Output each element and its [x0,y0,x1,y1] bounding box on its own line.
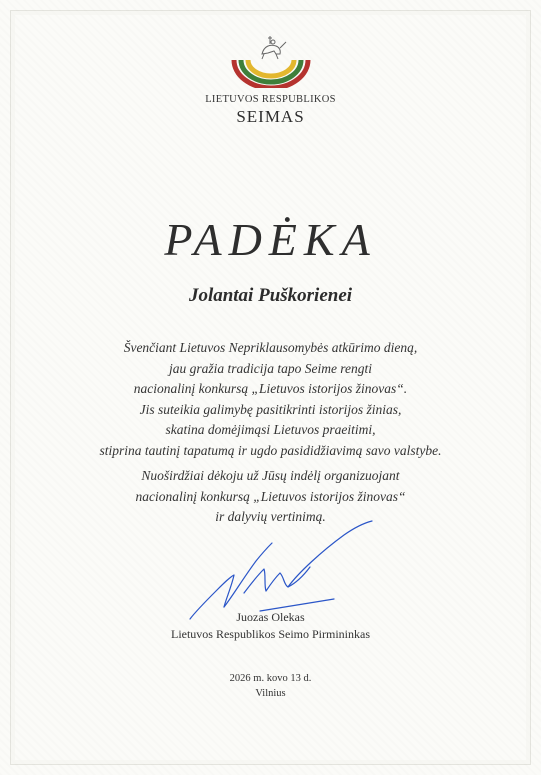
certificate-title: PADĖKA [164,214,377,265]
signer-name: Juozas Olekas [236,610,305,624]
paragraph-line: Nuoširdžiai dėkoju už Jūsų indėlį organizuojant [141,468,400,483]
issue-place: Vilnius [255,688,286,699]
organization-line-2: SEIMAS [236,107,305,126]
signer-title: Lietuvos Respublikos Seimo Pirmininkas [170,627,370,641]
paragraph-line: nacionalinį konkursą „Lietuvos istorijos žinovas“ [135,488,406,504]
issue-date: 2026 m. kovo 13 d. [229,673,312,684]
seimas-emblem-icon [226,32,316,88]
paragraph-line: skatina domėjimąsi Lietuvos praeitimi, [165,422,376,438]
organization-line-1: LIETUVOS RESPUBLIKOS [205,94,336,105]
paragraph-line: nacionalinį konkursą „Lietuvos istorijos žinovas“. [133,381,408,397]
paragraph-line: Švenčiant Lietuvos Nepriklausomybės atkūrimo dieną, [123,340,418,355]
body-paragraph-1 [60,338,481,462]
paragraph-line: jau gražia tradicija tapo Seime rengti [168,360,373,376]
paragraph-line: Jis suteikia galimybę pasitikrinti istorijos žinias, [139,401,402,417]
recipient-name: Jolantai Puškorienei [188,285,353,306]
paragraph-line: ir dalyvių vertinimą. [215,509,326,525]
paragraph-line: stiprina tautinį tapatumą ir ugdo pasididžiavimą savo valstybe. [99,442,442,458]
